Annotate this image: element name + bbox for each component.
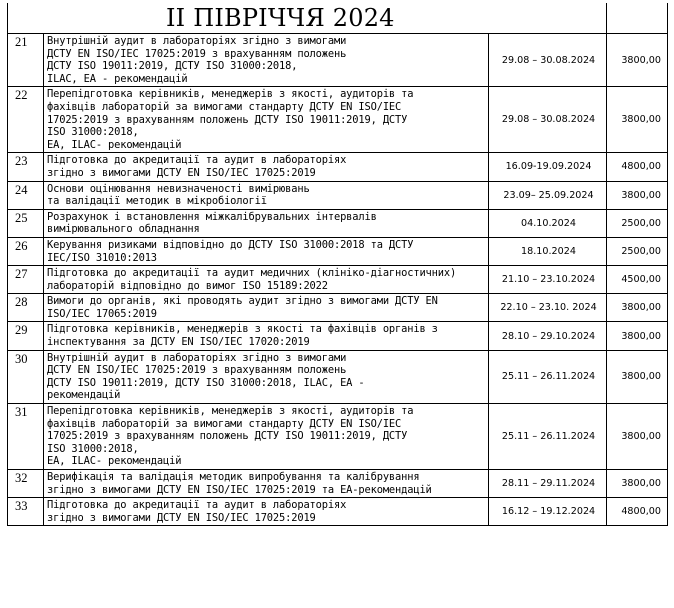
row-number: 28 <box>8 294 44 322</box>
course-dates: 21.10 – 23.10.2024 <box>489 266 607 294</box>
table-row <box>8 209 668 237</box>
row-number: 29 <box>8 322 44 350</box>
course-price: 4500,00 <box>607 266 668 294</box>
course-dates: 29.08 – 30.08.2024 <box>489 87 607 153</box>
course-price: 3800,00 <box>607 470 668 498</box>
course-dates: 18.10.2024 <box>489 237 607 265</box>
course-price: 4800,00 <box>607 153 668 181</box>
course-dates: 04.10.2024 <box>489 209 607 237</box>
heading-blank-cell <box>607 3 668 34</box>
course-dates: 22.10 – 23.10. 2024 <box>489 294 607 322</box>
row-number: 27 <box>8 266 44 294</box>
table-row <box>8 498 668 526</box>
course-dates: 23.09– 25.09.2024 <box>489 181 607 209</box>
course-title: Підготовка до акредитації та аудит в лабораторіях згідно з вимогами ДСТУ EN ISO/IEC 17025:2019 <box>44 498 489 526</box>
course-price: 3800,00 <box>607 34 668 87</box>
row-number: 23 <box>8 153 44 181</box>
row-number: 30 <box>8 350 44 403</box>
course-title: Підготовка до акредитації та аудит медичних (клініко-діагностичних) лабораторій відповідно до вимог ISO 15189:2022 <box>44 266 489 294</box>
table-row <box>8 181 668 209</box>
row-number: 32 <box>8 470 44 498</box>
course-dates: 29.08 – 30.08.2024 <box>489 34 607 87</box>
course-title: Керування ризиками відповідно до ДСТУ ISO 31000:2018 та ДСТУ IEC/ISO 31010:2013 <box>44 237 489 265</box>
row-number: 22 <box>8 87 44 153</box>
course-price: 3800,00 <box>607 350 668 403</box>
course-title: Підготовка керівників, менеджерів з якості та фахівців органів з інспектування за ДСТУ EN ISO/IEC 17020:2019 <box>44 322 489 350</box>
table-row <box>8 294 668 322</box>
course-title: Підготовка до акредитації та аудит в лабораторіях згідно з вимогами ДСТУ EN ISO/IEC 17025:2019 <box>44 153 489 181</box>
table-row <box>8 470 668 498</box>
course-dates: 25.11 – 26.11.2024 <box>489 350 607 403</box>
course-title: Верифікація та валідація методик випробування та калібрування згідно з вимогами ДСТУ EN ISO/IEC 17025:2019 та EA-рекомендацій <box>44 470 489 498</box>
schedule-page <box>7 3 667 526</box>
course-price: 3800,00 <box>607 87 668 153</box>
row-number: 31 <box>8 404 44 470</box>
course-title: Перепідготовка керівників, менеджерів з якості, аудиторів та фахівців лабораторій за вимогами стандарту ДСТУ EN ISO/IEC 17025:2019 з врахуванням положень ДСТУ ISO 19011:2019, ДСТУ ISO 31000:2018, EA, ILAC- рекомендацій <box>44 404 489 470</box>
table-row <box>8 266 668 294</box>
table-row <box>8 153 668 181</box>
course-price: 3800,00 <box>607 322 668 350</box>
row-number: 26 <box>8 237 44 265</box>
course-dates: 25.11 – 26.11.2024 <box>489 404 607 470</box>
course-title: Вимоги до органів, які проводять аудит згідно з вимогами ДСТУ EN ISO/IEC 17065:2019 <box>44 294 489 322</box>
table-row <box>8 350 668 403</box>
course-title: Перепідготовка керівників, менеджерів з якості, аудиторів та фахівців лабораторій за вимогами стандарту ДСТУ EN ISO/IEC 17025:2019 з врахуванням положень ДСТУ ISO 19011:2019, ДСТУ ISO 31000:2018, EA, ILAC- рекомендацій <box>44 87 489 153</box>
course-price: 3800,00 <box>607 294 668 322</box>
course-schedule-table <box>7 3 668 526</box>
course-price: 2500,00 <box>607 237 668 265</box>
row-number: 25 <box>8 209 44 237</box>
table-row <box>8 87 668 153</box>
course-title: Внутрішній аудит в лабораторіях згідно з вимогами ДСТУ EN ISO/IEC 17025:2019 з врахуванням положень ДСТУ ISO 19011:2019, ДСТУ ISO 31000:2018, ILAC, EA - рекомендацій <box>44 350 489 403</box>
table-row <box>8 237 668 265</box>
heading-cell <box>8 3 607 34</box>
course-title: Розрахунок і встановлення міжкалібрувальних інтервалів вимірювального обладнання <box>44 209 489 237</box>
course-dates: 16.09-19.09.2024 <box>489 153 607 181</box>
course-price: 3800,00 <box>607 404 668 470</box>
course-price: 4800,00 <box>607 498 668 526</box>
row-number: 21 <box>8 34 44 87</box>
course-dates: 28.10 – 29.10.2024 <box>489 322 607 350</box>
course-title: Основи оцінювання невизначеності вимірювань та валідації методик в мікробіології <box>44 181 489 209</box>
table-row <box>8 34 668 87</box>
course-title: Внутрішній аудит в лабораторіях згідно з вимогами ДСТУ EN ISO/IEC 17025:2019 з врахуванням положень ДСТУ ISO 19011:2019, ДСТУ ISO 31000:2018, ILAC, EA - рекомендацій <box>44 34 489 87</box>
course-price: 2500,00 <box>607 209 668 237</box>
course-price: 3800,00 <box>607 181 668 209</box>
course-dates: 28.11 – 29.11.2024 <box>489 470 607 498</box>
course-dates: 16.12 – 19.12.2024 <box>489 498 607 526</box>
row-number: 33 <box>8 498 44 526</box>
heading-row <box>8 3 668 34</box>
table-row <box>8 322 668 350</box>
row-number: 24 <box>8 181 44 209</box>
section-heading: ІІ ПІВРІЧЧЯ 2024 <box>166 4 395 32</box>
table-row <box>8 404 668 470</box>
